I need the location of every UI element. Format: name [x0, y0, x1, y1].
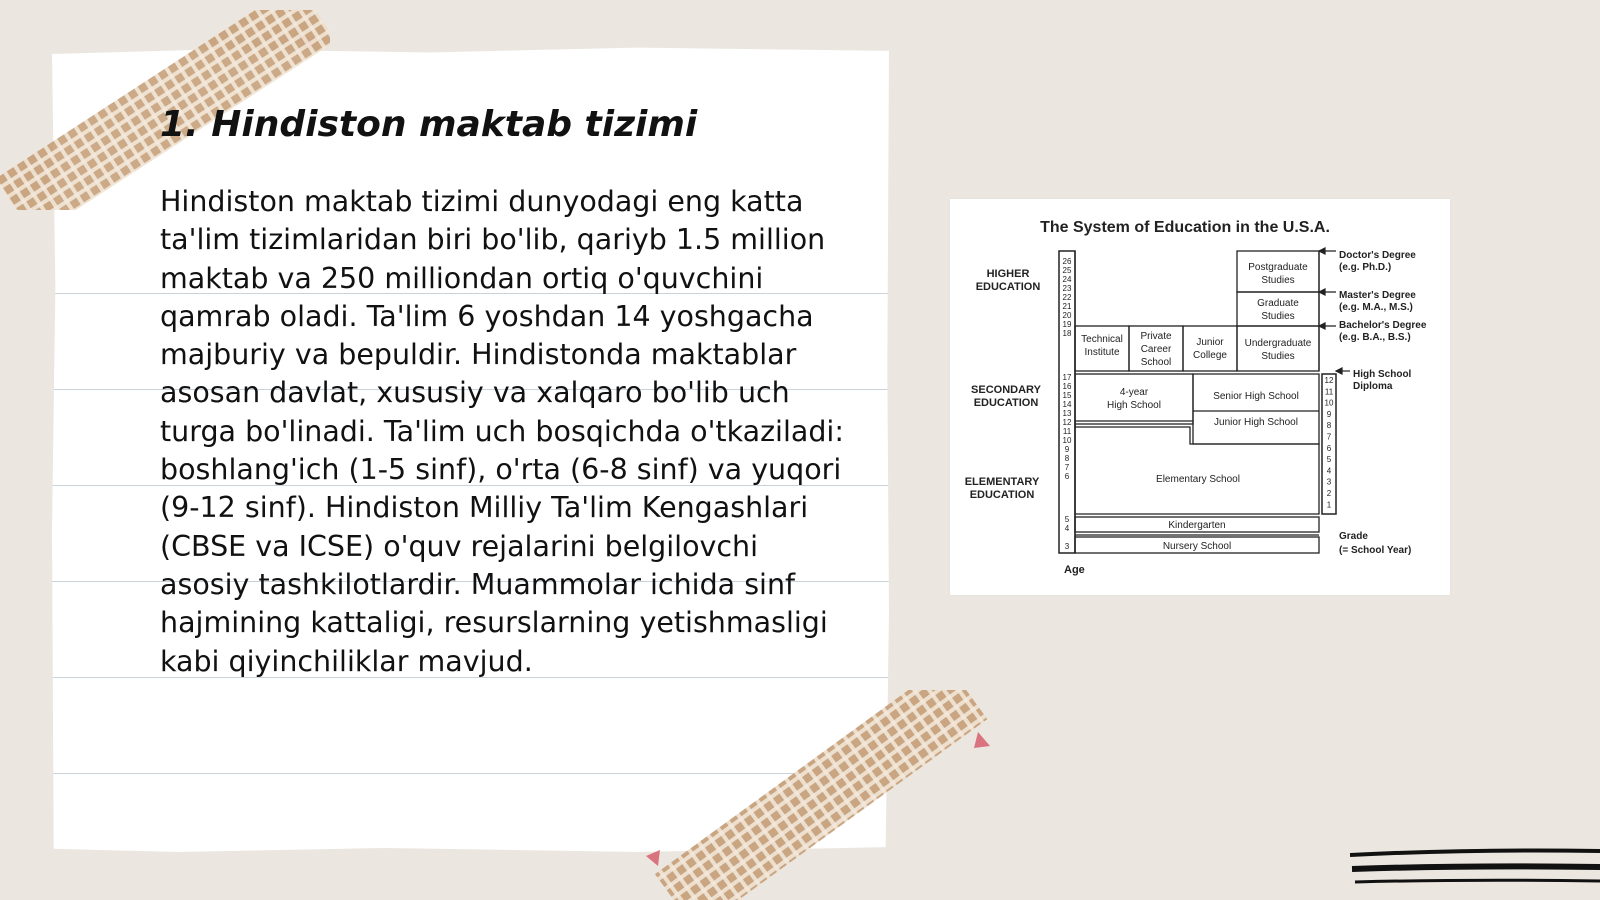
level-elementary-line2: EDUCATION — [969, 489, 1035, 501]
degree-doctor-l2: (e.g. Ph.D.) — [1339, 262, 1392, 273]
age-tick-12: 12 — [1062, 418, 1072, 427]
age-tick-25: 25 — [1062, 266, 1072, 275]
age-tick-9: 9 — [1064, 445, 1070, 454]
box-junior-college-l2: College — [1193, 350, 1227, 361]
degree-master-l2: (e.g. M.A., M.S.) — [1339, 302, 1413, 313]
age-tick-23: 23 — [1062, 284, 1072, 293]
grade-tick-5: 5 — [1326, 455, 1332, 465]
box-nursery: Nursery School — [1162, 541, 1232, 552]
age-tick-4: 4 — [1064, 524, 1070, 533]
grade-tick-10: 10 — [1324, 398, 1334, 408]
box-four-year-l1: 4-year — [1119, 387, 1149, 398]
degree-master-l1: Master's Degree — [1339, 290, 1416, 301]
age-tick-10: 10 — [1062, 436, 1072, 445]
degree-diploma-l1: High School — [1353, 369, 1412, 380]
box-private-l2: Career — [1140, 344, 1172, 355]
box-postgraduate-l1: Postgraduate — [1248, 262, 1308, 273]
box-graduate-l2: Studies — [1261, 311, 1295, 322]
box-four-year-l2: High School — [1107, 400, 1161, 411]
age-tick-21: 21 — [1062, 302, 1072, 311]
diagram-title: The System of Education in the U.S.A. — [1040, 219, 1330, 236]
box-technical-l1: Technical — [1081, 334, 1123, 345]
grade-tick-11: 11 — [1324, 387, 1334, 397]
slide-body-text: Hindiston maktab tizimi dunyodagi eng katta ta'lim tizimlaridan biri bo'lib, qariyb 1.5 million maktab va 250 milliondan ortiq o'quvchini qamrab oladi. Ta'lim 6 yoshdan 14 yoshgacha majburiy va bepuldir. Hindistonda maktablar asosan davlat, xususiy va xalqaro bo'lib uch turga bo'linadi. Ta'lim uch bosqichda o'tkaziladi: boshlang'ich (1-5 sinf), o'rta (6-8 sinf) va yuqori (9-12 sinf). Hindiston Milliy Ta'lim Kengashlari (CBSE va ICSE) o'quv rejalarini belgilovchi asosiy tashkilotlardir. Muammolar ichida sinf hajmining kattaligi, resurslarning yetishmasligi kabi qiyinchiliklar mavjud. — [160, 185, 844, 678]
washi-tape-bottom — [640, 690, 1000, 900]
box-undergraduate-l2: Studies — [1261, 351, 1295, 362]
box-elementary: Elementary School — [1156, 474, 1240, 485]
grade-label-l2: (= School Year) — [1339, 545, 1412, 556]
age-tick-16: 16 — [1062, 382, 1072, 391]
grade-tick-2: 2 — [1326, 489, 1332, 498]
age-tick-22: 22 — [1062, 293, 1072, 302]
degree-bachelor-l2: (e.g. B.A., B.S.) — [1339, 332, 1411, 343]
age-tick-13: 13 — [1062, 409, 1072, 418]
grade-tick-1: 1 — [1326, 500, 1332, 510]
age-axis — [1063, 257, 1072, 551]
grade-tick-7: 7 — [1326, 432, 1332, 442]
level-elementary-line1: ELEMENTARY — [964, 476, 1040, 488]
age-tick-20: 20 — [1062, 311, 1072, 320]
age-tick-3: 3 — [1064, 542, 1070, 551]
age-tick-26: 26 — [1062, 257, 1072, 266]
grade-tick-12: 12 — [1324, 376, 1334, 385]
level-secondary-line1: SECONDARY — [971, 384, 1041, 396]
age-tick-6: 6 — [1064, 472, 1070, 481]
age-tick-17: 17 — [1062, 373, 1072, 382]
age-tick-5: 5 — [1064, 515, 1070, 524]
age-tick-8: 8 — [1064, 454, 1070, 463]
age-tick-11: 11 — [1062, 427, 1072, 436]
age-tick-14: 14 — [1062, 400, 1072, 409]
grade-tick-8: 8 — [1326, 421, 1332, 431]
box-postgraduate-l2: Studies — [1261, 275, 1295, 286]
degree-diploma-l2: Diploma — [1353, 381, 1393, 392]
grade-tick-9: 9 — [1326, 409, 1332, 419]
degree-bachelor-l1: Bachelor's Degree — [1339, 320, 1427, 331]
grade-axis — [1325, 376, 1334, 509]
level-higher-line1: HIGHER — [986, 268, 1030, 280]
box-junior-college-l1: Junior — [1196, 337, 1224, 348]
grade-tick-3: 3 — [1326, 477, 1332, 487]
age-tick-15: 15 — [1062, 391, 1072, 400]
slide-title: 1. Hindiston maktab tizimi — [160, 104, 698, 145]
age-tick-19: 19 — [1062, 320, 1072, 329]
box-senior-high: Senior High School — [1213, 391, 1299, 402]
grade-tick-6: 6 — [1326, 443, 1332, 453]
box-kindergarten: Kindergarten — [1168, 520, 1226, 531]
age-tick-7: 7 — [1064, 463, 1070, 472]
box-private-l3: School — [1140, 357, 1172, 368]
grade-tick-4: 4 — [1326, 466, 1332, 476]
age-tick-18: 18 — [1062, 329, 1072, 338]
age-axis-label: Age — [1064, 564, 1085, 576]
grade-label-l1: Grade — [1339, 531, 1368, 542]
box-junior-high: Junior High School — [1214, 417, 1298, 428]
box-undergraduate-l1: Undergraduate — [1244, 338, 1312, 349]
box-graduate-l1: Graduate — [1257, 298, 1299, 309]
age-tick-24: 24 — [1062, 275, 1072, 284]
decorative-brush-strokes — [1350, 845, 1600, 895]
degree-doctor-l1: Doctor's Degree — [1339, 250, 1416, 261]
box-technical-l2: Institute — [1084, 347, 1120, 358]
box-private-l1: Private — [1140, 331, 1172, 342]
education-system-diagram — [950, 199, 1450, 595]
level-higher-line2: EDUCATION — [975, 281, 1041, 293]
level-secondary-line2: EDUCATION — [973, 397, 1039, 409]
